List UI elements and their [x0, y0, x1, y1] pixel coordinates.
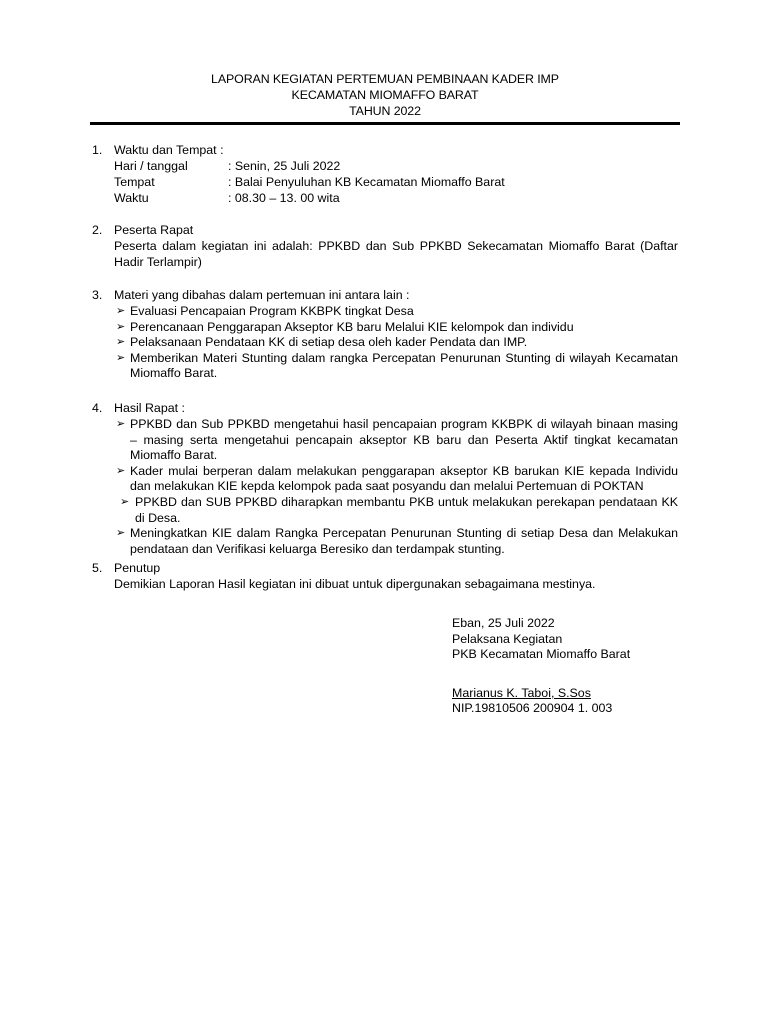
list-item-text: Kader mulai berperan dalam melakukan penggarapan akseptor KB barukan KIE kepada Individu dan melakukan KIE kepda kelompok pada saat posyandu dan melalui Pertemuan di POKTAN [130, 463, 678, 494]
signature-role: Pelaksana Kegiatan [452, 631, 563, 646]
info-label: Hari / tanggal [114, 159, 188, 173]
section-number: 3. [92, 288, 103, 302]
section-number: 5. [92, 561, 103, 575]
title-divider [90, 122, 680, 125]
info-value: : 08.30 – 13. 00 wita [228, 191, 340, 205]
arrow-bullet-icon: ➢ [116, 336, 126, 349]
list-item [92, 417, 678, 464]
section-title: Peserta Rapat [114, 223, 194, 237]
title-line-1: LAPORAN KEGIATAN PERTEMUAN PEMBINAAN KADER IMP [211, 72, 559, 86]
section-number: 1. [92, 143, 103, 157]
info-label: Waktu [114, 191, 149, 205]
section-title-suffix: : [216, 143, 224, 157]
section-title [114, 143, 224, 159]
section-number: 4. [92, 401, 103, 415]
section-materi [92, 288, 678, 382]
info-row [92, 175, 678, 191]
section-hasil-rapat [92, 401, 678, 557]
signature-name-wrap [452, 686, 692, 702]
signature-nip: NIP.19810506 200904 1. 003 [452, 701, 613, 716]
arrow-bullet-icon: ➢ [116, 464, 126, 477]
arrow-bullet-icon: ➢ [116, 418, 126, 430]
info-row [92, 191, 678, 207]
list-item [92, 335, 678, 351]
section-paragraph: Demikian Laporan Hasil kegiatan ini dibuat untuk dipergunakan sebagaimana mestinya. [114, 577, 596, 591]
list-item-text: PPKBD dan SUB PPKBD diharapkan membantu PKB untuk melakukan perekapan pendataan KK di Desa. [135, 494, 678, 525]
section-title: Penutup [114, 561, 161, 575]
list-item-text: Meningkatkan KIE dalam Rangka Percepatan Penurunan Stunting di setiap Desa dan Melakukan pendataan dan Verifikasi keluarga Beresiko dan terdampak stunting. [130, 526, 678, 556]
title-line-2: KECAMATAN MIOMAFFO BARAT [291, 88, 479, 102]
materi-list [92, 304, 678, 382]
arrow-bullet-icon: ➢ [116, 527, 126, 540]
hasil-list [92, 417, 678, 557]
section-title: Hasil Rapat : [114, 401, 185, 415]
list-item [92, 464, 678, 495]
list-item [92, 320, 678, 336]
signature-space [452, 663, 692, 686]
list-item [92, 526, 678, 557]
list-item-text: Memberikan Materi Stunting dalam rangka Percepatan Penurunan Stunting di wilayah Kecamatan Miomaffo Barat. [130, 350, 678, 381]
section-title-text: Waktu dan Tempat [114, 143, 217, 157]
list-item [92, 495, 678, 526]
arrow-bullet-icon: ➢ [116, 351, 126, 364]
signature-name: Marianus K. Taboi, S.Sos [452, 685, 591, 700]
section-waktu-tempat [92, 143, 678, 207]
document-title [90, 71, 680, 119]
list-item-text: Evaluasi Pencapaian Program KKBPK tingkat Desa [130, 304, 414, 318]
signature-place-date: Eban, 25 Juli 2022 [452, 616, 555, 630]
list-item [92, 351, 678, 382]
section-penutup [92, 561, 678, 593]
signature-org: PKB Kecamatan Miomaffo Barat [452, 647, 631, 662]
info-value: : Senin, 25 Juli 2022 [228, 159, 341, 173]
list-item-text: Pelaksanaan Pendataan KK di setiap desa oleh kader Pendata dan IMP. [130, 335, 528, 350]
arrow-bullet-icon: ➢ [116, 305, 126, 317]
section-paragraph: Peserta dalam kegiatan ini adalah: PPKBD dan Sub PPKBD Sekecamatan Miomaffo Barat (Daftar Hadir Terlampir) [114, 239, 678, 269]
title-line-3: TAHUN 2022 [349, 104, 421, 118]
section-title: Materi yang dibahas dalam pertemuan ini antara lain : [114, 288, 410, 302]
arrow-bullet-icon: ➢ [120, 495, 130, 508]
arrow-bullet-icon: ➢ [116, 320, 126, 333]
section-number: 2. [92, 223, 103, 237]
list-item-text: Perencanaan Penggarapan Akseptor KB baru Melalui KIE kelompok dan individu [130, 319, 574, 334]
list-item-text: PPKBD dan Sub PPKBD mengetahui hasil pencapaian program KKBPK di wilayah binaan masing – masing serta mengetahui pencapain akseptor KB baru dan Peserta Aktif tingkat kecamatan Miomaffo Barat. [130, 417, 678, 463]
info-row [92, 159, 678, 175]
signature-block [452, 616, 692, 717]
info-label: Tempat [114, 175, 155, 189]
list-item [92, 304, 678, 320]
section-peserta-rapat [92, 223, 678, 270]
info-value: : Balai Penyuluhan KB Kecamatan Miomaffo Barat [228, 175, 505, 189]
